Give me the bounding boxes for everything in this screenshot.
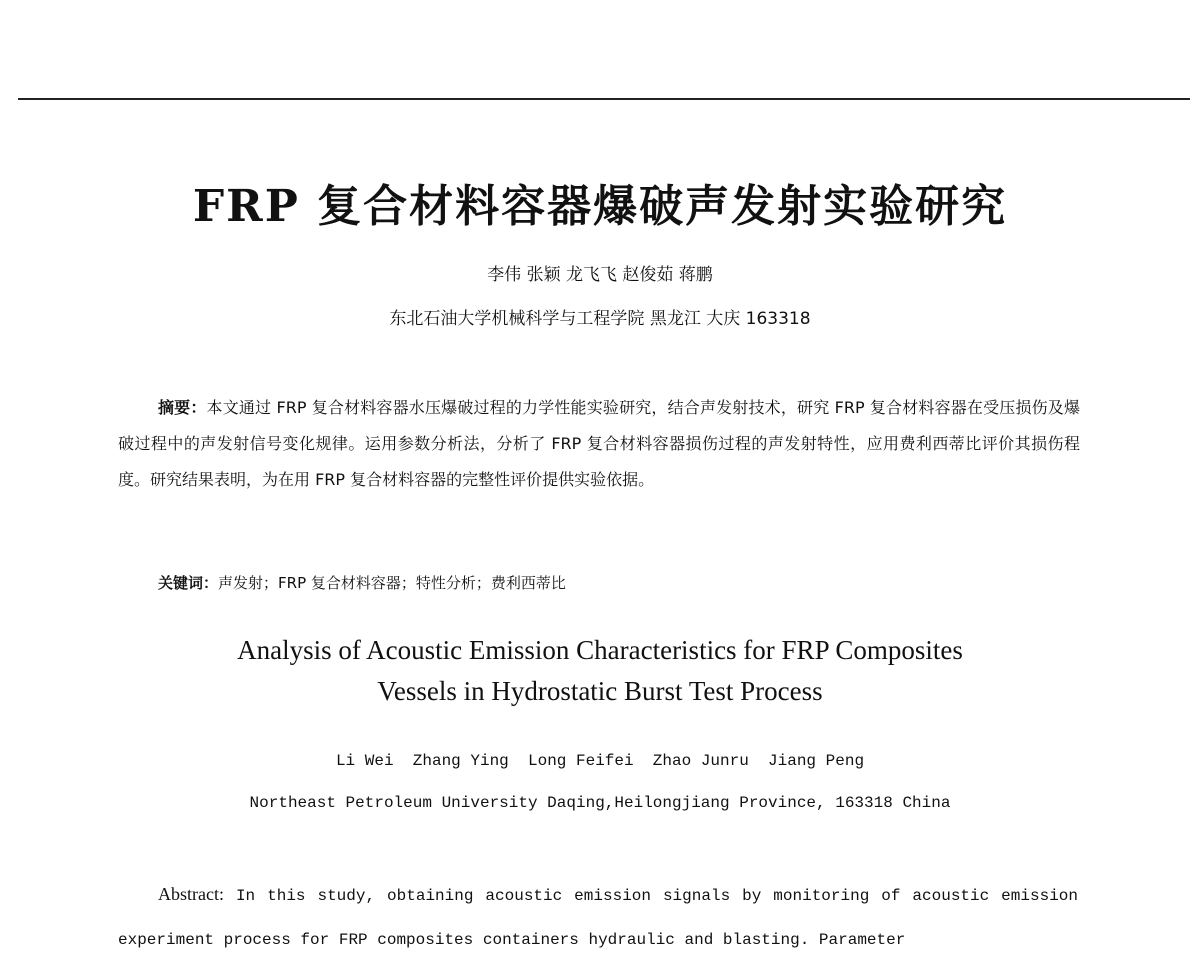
chinese-abstract [118,390,1080,498]
chinese-keywords-label: 关键词： [158,574,219,592]
english-title [0,630,1200,712]
english-abstract [118,872,1078,962]
chinese-abstract-text: 本文通过 FRP 复合材料容器水压爆破过程的力学性能实验研究，结合声发射技术，研究 FRP 复合材料容器在受压损伤及爆破过程中的声发射信号变化规律。运用参数分析法，分析了 FRP 复合材料容器损伤过程的声发射特性，应用费利西蒂比评价其损伤程度。研究结果表明，为在用 FRP 复合材料容器的完整性评价提供实验依据。 [118,398,1080,489]
chinese-keywords-text: 声发射；FRP 复合材料容器；特性分析；费利西蒂比 [218,574,566,592]
english-abstract-label: Abstract: [158,884,224,904]
chinese-affiliation: 东北石油大学机械科学与工程学院 黑龙江 大庆 163318 [389,309,811,329]
chinese-authors: 李伟 张颖 龙飞飞 赵俊茹 蒋鹏 [487,265,713,285]
chinese-keywords [158,572,566,593]
chinese-abstract-label: 摘要： [158,398,207,417]
header-rule [18,98,1190,100]
english-abstract-text: In this study, obtaining acoustic emission signals by monitoring of acoustic emission experiment process for FRP composites containers hydraulic and blasting. Parameter [118,887,1078,949]
english-authors: Li Wei Zhang Ying Long Feifei Zhao Junru Jiang Peng [335,752,865,770]
english-affiliation: Northeast Petroleum University Daqing,Heilongjiang Province, 163318 China [249,794,951,812]
english-title-line-2: Vessels in Hydrostatic Burst Test Process [377,676,823,706]
chinese-title: FRP 复合材料容器爆破声发射实验研究 [192,181,1008,232]
english-title-line-1: Analysis of Acoustic Emission Characteristics for FRP Composites [237,635,963,665]
